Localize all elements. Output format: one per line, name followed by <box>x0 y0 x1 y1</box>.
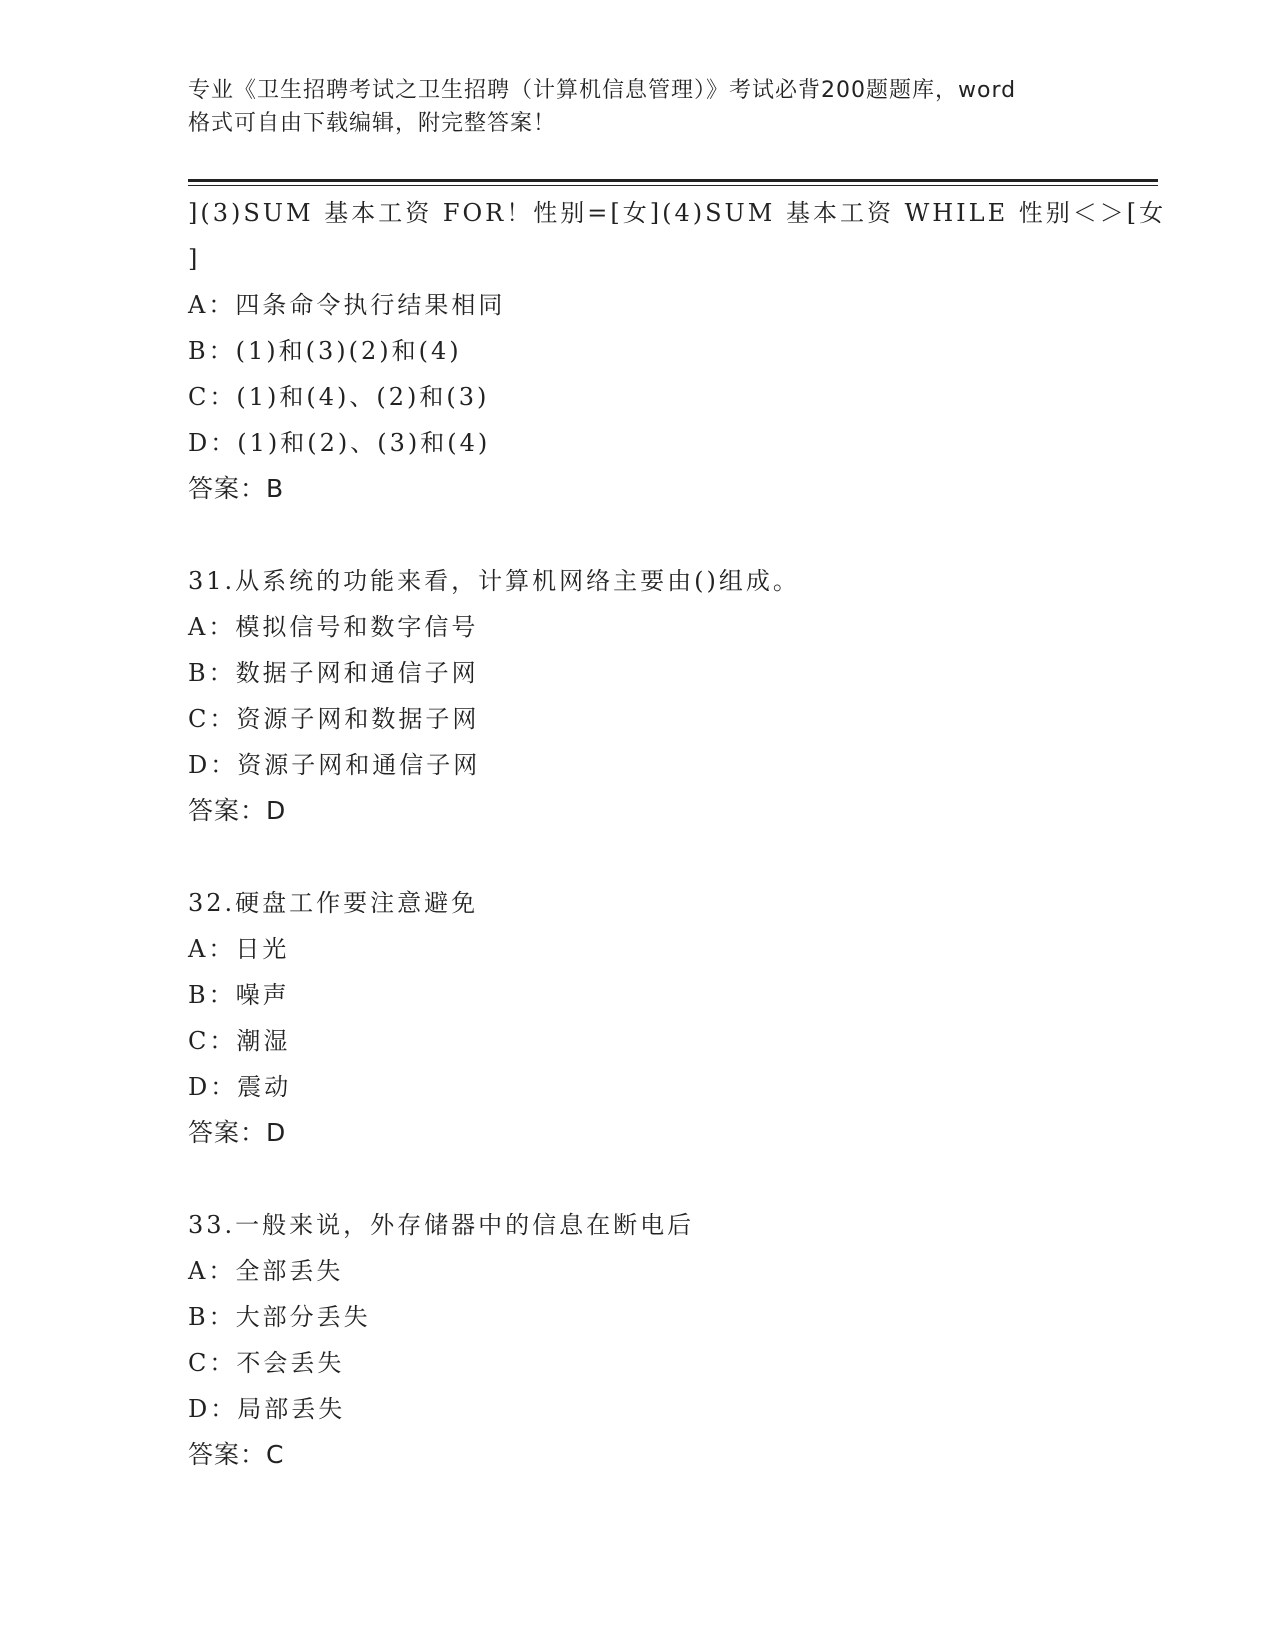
question-32 <box>188 880 1128 1156</box>
answer-line: 答案：C <box>188 1440 285 1469</box>
option-c: C：资源子网和数据子网 <box>188 705 480 733</box>
question-stem-continued: ](3)SUM 基本工资 FOR！性别=[女](4)SUM 基本工资 WHILE 性别＜＞[女 <box>188 199 1167 227</box>
option-a: A：四条命令执行结果相同 <box>188 291 506 319</box>
question-spacer <box>188 834 1128 880</box>
document-header <box>188 74 1088 140</box>
question-spacer <box>188 1156 1128 1202</box>
question-stem: 32.硬盘工作要注意避免 <box>188 889 479 917</box>
option-b: B：(1)和(3)(2)和(4) <box>188 337 462 365</box>
question-continued <box>188 190 1167 512</box>
question-spacer <box>188 512 1128 558</box>
option-a: A：日光 <box>188 935 290 963</box>
option-d: D：(1)和(2)、(3)和(4) <box>188 429 491 457</box>
option-c: C：潮湿 <box>188 1027 291 1055</box>
option-c: C：(1)和(4)、(2)和(3) <box>188 383 490 411</box>
question-stem-continued-end: ] <box>188 245 201 273</box>
header-line-2: 格式可自由下载编辑，附完整答案！ <box>188 111 557 136</box>
option-d: D：资源子网和通信子网 <box>188 751 481 779</box>
option-d: D：局部丢失 <box>188 1395 346 1423</box>
answer-line: 答案：B <box>188 474 285 503</box>
answer-line: 答案：D <box>188 1118 287 1147</box>
question-31 <box>188 558 1128 834</box>
header-line-1: 专业《卫生招聘考试之卫生招聘（计算机信息管理）》考试必背200题题库，word <box>188 78 1017 103</box>
option-b: B：数据子网和通信子网 <box>188 659 479 687</box>
answer-line: 答案：D <box>188 796 287 825</box>
option-a: A：全部丢失 <box>188 1257 344 1285</box>
option-c: C：不会丢失 <box>188 1349 345 1377</box>
option-b: B：噪声 <box>188 981 290 1009</box>
option-b: B：大部分丢失 <box>188 1303 371 1331</box>
question-stem: 31.从系统的功能来看，计算机网络主要由()组成。 <box>188 567 800 595</box>
option-a: A：模拟信号和数字信号 <box>188 613 479 641</box>
header-divider-thin <box>188 185 1158 186</box>
option-d: D：震动 <box>188 1073 292 1101</box>
question-33 <box>188 1202 1128 1478</box>
question-list <box>188 190 1167 1478</box>
header-divider-thick <box>188 179 1158 182</box>
question-stem: 33.一般来说，外存储器中的信息在断电后 <box>188 1211 695 1239</box>
